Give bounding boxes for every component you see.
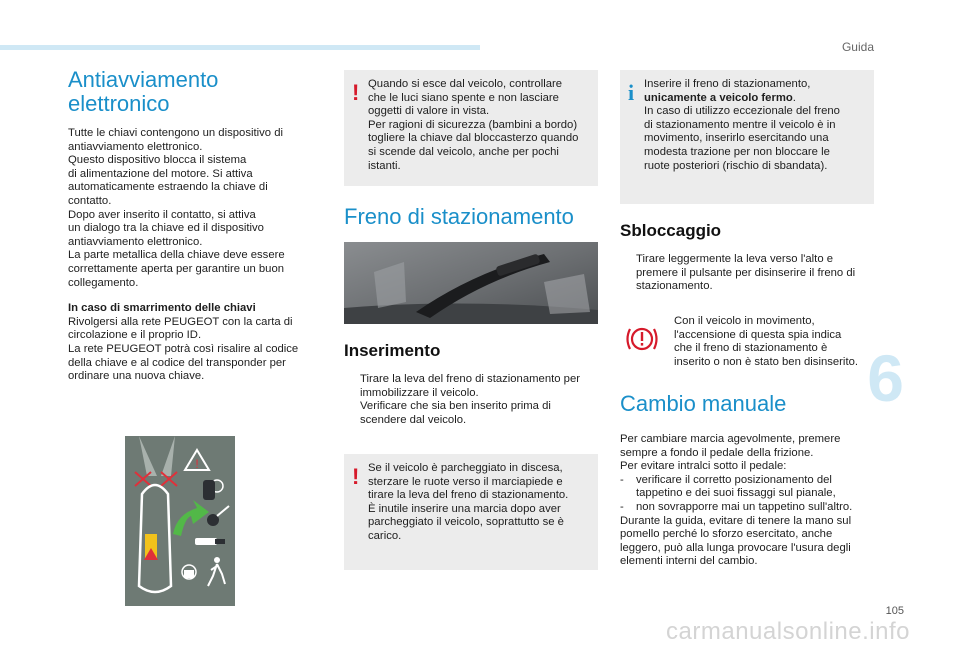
info-text-part1: Inserire il freno di stazionamento, <box>644 78 811 90</box>
dash-text: verificare il corretto posizionamento del tappetino e dei suoi fissaggi sul pianale, <box>636 473 836 500</box>
manual-outro: Durante la guida, evitare di tenere la mano sul pomello perché lo sforzo esercitato, anche leggero, può alla lunga provocare l'usura degli elementi interni del cambio. <box>620 514 852 568</box>
page-number: 105 <box>885 605 904 617</box>
antiavviamento-title-line2: elettronico <box>68 91 170 116</box>
info-text-bold: unicamente a veicolo fermo <box>644 91 793 104</box>
info-icon: i <box>628 80 635 105</box>
warning-box-exit <box>344 70 598 186</box>
antiavviamento-intro: Tutte le chiavi contengono un dispositivo di antiavviamento elettronico. Questo dispositivo blocca il sistema di alimentazione del motore. Si attiva automaticamente estraendo la chiave di contatto. Dopo aver inserito il contatto, si attiva un dialogo tra la chiave ed il dispositivo antiavviamento elettronico. La parte metallica della chiave deve essere correttamente aperta per garantire un buon collegamento. <box>68 127 285 289</box>
manual-gearbox-text <box>620 433 880 569</box>
info-parking-text <box>644 78 870 173</box>
list-item <box>344 400 602 427</box>
bullet-text: Tirare la leva del freno di stazionamento per immobilizzare il veicolo. <box>360 373 580 399</box>
manual-intro: Per cambiare marcia agevolmente, premere sempre a fondo il pedale della frizione. Per evitare intralci sotto il pedale: <box>620 433 841 473</box>
bullet-marker <box>344 400 360 427</box>
warning-icon: ! <box>352 80 360 105</box>
info-text-part2: . In caso di utilizzo eccezionale del freno di stazionamento mentre il veicolo è in movimento, inserirlo esercitando una modesta trazione per non bloccare le ruote posteriori (rischio di sbandata). <box>644 91 840 172</box>
inserimento-heading: Inserimento <box>344 341 441 360</box>
watermark: carmanualsonline.info <box>666 618 910 645</box>
warning-box-slope <box>344 454 598 570</box>
bullet-marker <box>344 373 360 400</box>
brake-lamp-text: Con il veicolo in movimento, l'accensione di questa spia indica che il freno di stazionamento è inserito o non è stato ben disinserito. <box>674 315 858 368</box>
warning-exit-text: Quando si esce dal veicolo, controllare che le luci siano spente e non lasciare oggetti di valore in vista. Per ragioni di sicurezza (bambini a bordo) togliere la chiave dal bloccasterzo quando si scende dal veicolo, anche per pochi istanti. <box>368 78 579 172</box>
sbloccaggio-heading: Sbloccaggio <box>620 221 722 240</box>
list-item <box>620 474 880 501</box>
svg-text:!: ! <box>195 457 199 471</box>
section-label: Guida <box>841 40 874 54</box>
antiavviamento-title <box>68 68 318 116</box>
parking-brake-photo <box>344 242 598 324</box>
parking-brake-title: Freno di stazionamento <box>344 204 574 229</box>
antiavviamento-title-line1: Antiavviamento <box>68 67 219 92</box>
sbloccaggio-bullets <box>620 253 878 294</box>
warning-icon: ! <box>352 464 360 489</box>
dash-marker: - <box>620 473 624 486</box>
inserimento-bullets <box>344 373 602 427</box>
list-item <box>620 501 880 515</box>
lost-keys-text: Rivolgersi alla rete PEUGEOT con la carta di circolazione e il proprio ID. La rete PEUGEOT potrà così risalire al codice della chiave e al codice del transponder per ordinare una nuova chiave. <box>68 315 299 383</box>
dash-marker: - <box>620 500 624 513</box>
lost-keys-heading: In caso di smarrimento delle chiavi <box>68 302 256 315</box>
antiavviamento-section <box>68 68 318 384</box>
chapter-number: 6 <box>867 341 904 415</box>
bullet-text: Verificare che sia ben inserito prima di scendere dal veicolo. <box>360 400 551 426</box>
brake-warning-lamp-icon <box>622 322 662 356</box>
list-item <box>344 373 602 400</box>
manual-gearbox-title: Cambio manuale <box>620 391 787 416</box>
list-item <box>620 253 878 294</box>
info-box-parking <box>620 70 874 204</box>
bullet-marker <box>620 253 636 294</box>
warning-slope-text: Se il veicolo è parcheggiato in discesa, sterzare le ruote verso il marciapiede e tirare la leva del freno di stazionamento. È inutile inserire una marcia dopo aver parcheggiato il veicolo, soprattutto se è carico. <box>368 462 569 542</box>
dash-text: non sovrapporre mai un tappetino sull'altro. <box>636 500 853 513</box>
bullet-text: Tirare leggermente la leva verso l'alto e premere il pulsante per disinserire il freno di stazionamento. <box>636 253 856 293</box>
header-bar <box>0 45 480 50</box>
immobilizer-illustration <box>125 436 235 606</box>
